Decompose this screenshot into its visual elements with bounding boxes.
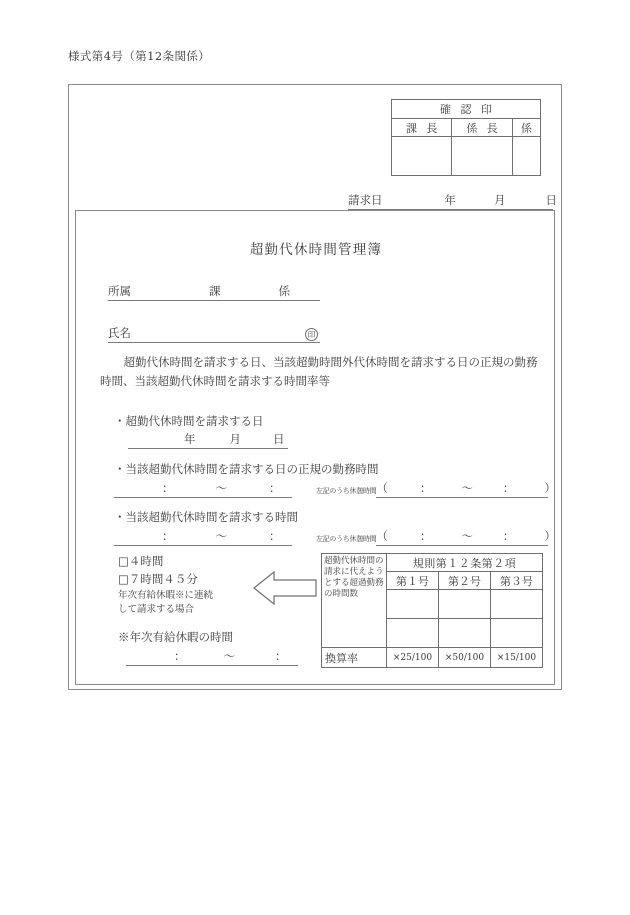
claim-break-close-paren: ） bbox=[544, 529, 556, 543]
form-number: 様式第4号（第12条関係） bbox=[68, 49, 211, 63]
stamp-title-row bbox=[392, 100, 541, 119]
checkbox-note-line1: 年次有給休暇※に連続 bbox=[118, 589, 214, 601]
request-day-day: 日 bbox=[273, 432, 285, 446]
conv-header-main-row bbox=[322, 554, 543, 572]
claim-hours-tilde: ～ bbox=[215, 529, 227, 543]
conv-blank-2-no1[interactable] bbox=[387, 619, 439, 648]
stamp-col-kacho: 課 長 bbox=[392, 119, 452, 137]
conv-header-no3: 第３号 bbox=[491, 572, 543, 590]
bullet-label-request-day: ・超勤代休時間を請求する日 bbox=[114, 414, 264, 428]
body-paragraph: 超勤代休時間を請求する日、当該超勤時間外代休時間を請求する日の正規の勤務時間、当該超勤代休時間を請求する時間率等 bbox=[100, 355, 538, 388]
bullet-label-regular-hours: ・当該超勤代休時間を請求する日の正規の勤務時間 bbox=[114, 462, 379, 476]
claim-break-tilde: ～ bbox=[461, 529, 473, 543]
claim-hours-break-note: 左記のうち休憩時間 bbox=[316, 535, 377, 543]
conv-rate-no2: ×50/100 bbox=[439, 648, 491, 668]
checkbox-4-hours[interactable]: □４時間 bbox=[118, 554, 164, 568]
bullet-label-claim-hours: ・当該超勤代休時間を請求する時間 bbox=[114, 510, 298, 524]
stamp-title: 確 認 印 bbox=[392, 100, 541, 119]
annual-leave-label: ※年次有給休暇の時間 bbox=[118, 630, 233, 644]
regular-break-tilde: ～ bbox=[461, 481, 473, 495]
regular-break-colon2: ： bbox=[502, 481, 515, 495]
conv-header-main: 規則第１２条第２項 bbox=[387, 554, 543, 572]
regular-hours-tilde: ～ bbox=[215, 481, 227, 495]
left-arrow-icon bbox=[252, 569, 318, 607]
stamp-blank-kakaricho[interactable] bbox=[452, 137, 512, 176]
annual-leave-tilde: ～ bbox=[223, 649, 235, 663]
regular-break-open-paren: （ bbox=[376, 481, 388, 495]
conv-rate-row bbox=[322, 648, 543, 668]
claim-break-colon1: ： bbox=[419, 529, 432, 543]
conv-rate-no1: ×25/100 bbox=[387, 648, 439, 668]
request-date-day: 日 bbox=[545, 193, 557, 207]
stamp-blank-kacho[interactable] bbox=[392, 137, 452, 176]
conv-header-no1: 第１号 bbox=[387, 572, 439, 590]
request-date-line[interactable] bbox=[348, 192, 557, 210]
conv-blank-1-no2[interactable] bbox=[439, 590, 491, 619]
affiliation-label: 所属 bbox=[108, 284, 131, 298]
claim-hours-row bbox=[114, 528, 556, 546]
approval-stamp-table bbox=[391, 99, 541, 176]
bullet-item-claim-hours bbox=[114, 509, 556, 546]
seal-icon: 印 bbox=[305, 328, 318, 341]
regular-hours-colon2: ： bbox=[269, 481, 281, 495]
stamp-col-kakari: 係 bbox=[512, 119, 540, 137]
conv-rate-no3: ×15/100 bbox=[491, 648, 543, 668]
checkbox-block bbox=[118, 553, 213, 617]
annual-leave-colon2: ： bbox=[275, 649, 287, 663]
conv-row-label: 超勤代休時間の請求に代えようとする超過勤務の時間数 bbox=[322, 554, 387, 648]
conv-blank-1-no3[interactable] bbox=[491, 590, 543, 619]
name-row[interactable] bbox=[108, 325, 320, 343]
annual-leave-block bbox=[118, 629, 298, 666]
conv-blank-2-no3[interactable] bbox=[491, 619, 543, 648]
annual-leave-colon1: ： bbox=[174, 649, 186, 663]
request-date-label: 請求日 bbox=[348, 193, 383, 207]
stamp-blank-row bbox=[392, 137, 541, 176]
stamp-blank-kakari[interactable] bbox=[512, 137, 540, 176]
conv-blank-1-no1[interactable] bbox=[387, 590, 439, 619]
stamp-header-row bbox=[392, 119, 541, 137]
claim-hours-time-line[interactable] bbox=[114, 528, 292, 546]
affiliation-division: 課 bbox=[209, 284, 221, 298]
regular-hours-break-note: 左記のうち休憩時間 bbox=[316, 487, 377, 495]
affiliation-section: 係 bbox=[278, 284, 290, 298]
stamp-col-kakaricho: 係 長 bbox=[452, 119, 512, 137]
conv-header-no2: 第２号 bbox=[439, 572, 491, 590]
checkbox-note-line2: して請求する場合 bbox=[118, 603, 195, 615]
request-date-year: 年 bbox=[444, 193, 456, 207]
regular-hours-row bbox=[114, 480, 556, 498]
request-day-year: 年 bbox=[184, 432, 196, 446]
regular-hours-colon1: ： bbox=[162, 481, 174, 495]
bullet-item-regular-hours bbox=[114, 461, 556, 498]
name-label: 氏名 bbox=[108, 326, 131, 340]
claim-break-open-paren: （ bbox=[376, 529, 388, 543]
conv-blank-2-no2[interactable] bbox=[439, 619, 491, 648]
regular-break-close-paren: ） bbox=[544, 481, 556, 495]
claim-hours-break-line[interactable] bbox=[376, 528, 556, 546]
regular-break-colon1: ： bbox=[419, 481, 432, 495]
annual-leave-time-line[interactable] bbox=[126, 648, 298, 666]
claim-break-colon2: ： bbox=[502, 529, 515, 543]
conv-rate-label: 換算率 bbox=[322, 648, 387, 668]
checkbox-7-hours-45-min[interactable]: □７時間４５分 bbox=[118, 571, 198, 586]
request-day-month: 月 bbox=[229, 432, 241, 446]
request-day-date-line[interactable] bbox=[128, 431, 288, 449]
page-title: 超勤代休時間管理簿 bbox=[249, 242, 383, 258]
affiliation-row[interactable] bbox=[108, 283, 320, 301]
regular-hours-time-line[interactable] bbox=[114, 480, 292, 498]
regular-hours-break-line[interactable] bbox=[376, 480, 556, 498]
request-date-month: 月 bbox=[494, 193, 506, 207]
bullet-item-request-day bbox=[114, 413, 288, 449]
claim-hours-colon2: ： bbox=[269, 529, 281, 543]
claim-hours-colon1: ： bbox=[162, 529, 174, 543]
conversion-rate-table bbox=[321, 553, 543, 668]
